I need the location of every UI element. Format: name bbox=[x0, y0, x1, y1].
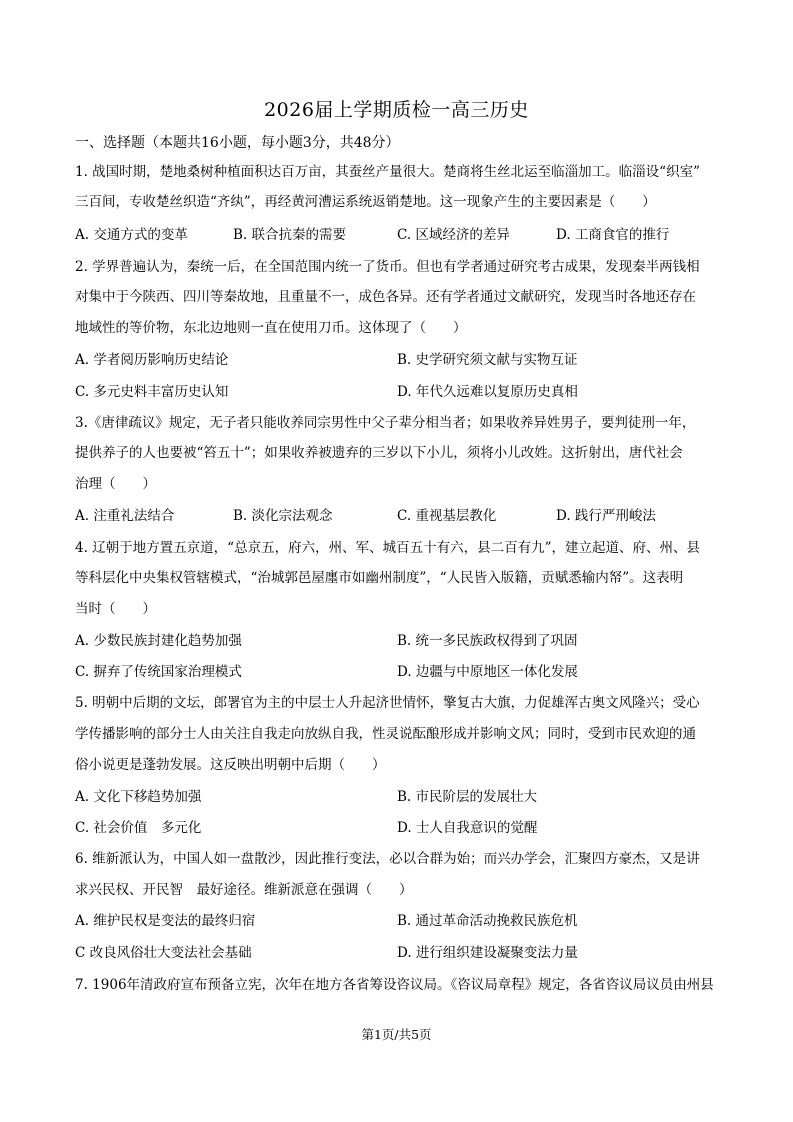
question-2-option-c: C. 多元史料丰富历史认知 bbox=[75, 384, 229, 400]
section-header: 一、选择题（本题共16小题，每小题3分，共48分） bbox=[75, 135, 400, 151]
question-3-option-c: C. 重视基层教化 bbox=[397, 508, 497, 524]
question-1-option-d: D. 工商食官的推行 bbox=[556, 227, 670, 243]
question-1-option-c: C. 区域经济的差异 bbox=[397, 227, 510, 243]
question-4-line-1: 4. 辽朝于地方置五京道，“总京五，府六，州、军、城百五十有六，县二百有九”，建立起道、府、州、县 bbox=[75, 540, 700, 556]
question-7-line-1: 7. 1906年清政府宣布预备立宪，次年在地方各省筹设咨议局。《咨议局章程》规定，各省咨议局议员由州县 bbox=[75, 977, 714, 993]
question-4-option-d: D. 边疆与中原地区一体化发展 bbox=[397, 664, 578, 680]
question-1-line-1: 1. 战国时期，楚地桑树种植面积达百万亩，其蚕丝产量很大。楚商将生丝北运至临淄加工。临淄设“织室” bbox=[75, 164, 700, 180]
question-5-option-d: D. 士人自我意识的觉醒 bbox=[397, 820, 538, 836]
question-2-line-1: 2. 学界普遍认为，秦统一后，在全国范围内统一了货币。但也有学者通过研究考古成果，发现秦半两钱相 bbox=[75, 259, 700, 275]
question-1-option-a: A. 交通方式的变革 bbox=[75, 227, 188, 243]
question-5-line-2: 学传播影响的部分士人由关注自我走向放纵自我，性灵说酝酿形成并影响文风；同时，受到市民欢迎的通 bbox=[75, 726, 696, 742]
question-3-option-b: B. 淡化宗法观念 bbox=[233, 508, 333, 524]
question-5-option-c: C. 社会价值 多元化 bbox=[75, 820, 202, 836]
question-3-line-1: 3.《唐律疏议》规定，无子者只能收养同宗男性中父子辈分相当者；如果收养异姓男子，要判徒刑一年， bbox=[75, 415, 696, 431]
question-6-line-1: 6. 维新派认为，中国人如一盘散沙，因此推行变法，必以合群为始；而兴办学会，汇聚四方豪杰，又是讲 bbox=[75, 851, 700, 867]
question-5-option-b: B. 市民阶层的发展壮大 bbox=[397, 789, 538, 805]
question-4-option-a: A. 少数民族封建化趋势加强 bbox=[75, 633, 242, 649]
question-5-line-1: 5. 明朝中后期的文坛，郎署官为主的中层士人升起济世情怀，擎复古大旗，力促雄浑古奥文风隆兴；受心 bbox=[75, 695, 700, 711]
question-4-option-c: C. 摒弃了传统国家治理模式 bbox=[75, 664, 242, 680]
question-3-option-a: A. 注重礼法结合 bbox=[75, 508, 175, 524]
question-2-option-d: D. 年代久远难以复原历史真相 bbox=[397, 384, 578, 400]
question-4-line-3: 当时（ ） bbox=[75, 601, 156, 617]
question-3-line-3: 治理（ ） bbox=[75, 476, 156, 492]
question-4-option-b: B. 统一多民族政权得到了巩固 bbox=[397, 633, 578, 649]
question-6-option-d: D. 进行组织建设凝聚变法力量 bbox=[397, 945, 578, 961]
question-3-line-2: 提供养子的人也要被“笞五十”；如果收养被遗弃的三岁以下小儿，须将小儿改姓。这折射出，唐代社会 bbox=[75, 445, 683, 461]
question-6-line-2: 求兴民权、开民智 最好途径。维新派意在强调（ ） bbox=[75, 882, 413, 898]
question-2-line-2: 对集中于今陕西、四川等秦故地，且重量不一，成色各异。还有学者通过文献研究，发现当时各地还存在 bbox=[75, 289, 696, 305]
page-title: 2026届上学期质检一高三历史 bbox=[264, 99, 529, 121]
question-1-line-2: 三百间，专收楚丝织造“齐纨”，再经黄河漕运系统返销楚地。这一现象产生的主要因素是（ ） bbox=[75, 194, 656, 210]
question-1-option-b: B. 联合抗秦的需要 bbox=[233, 227, 347, 243]
question-2-line-3: 地域性的等价物，东北边地则一直在使用刀币。这体现了（ ） bbox=[75, 320, 467, 336]
question-6-option-b: B. 通过革命活动挽救民族危机 bbox=[397, 913, 578, 929]
question-5-line-3: 俗小说更是蓬勃发展。这反映出明朝中后期（ ） bbox=[75, 757, 386, 773]
page-number: 第1页/共5页 bbox=[361, 1027, 432, 1042]
question-6-option-c: C 改良风俗壮大变法社会基础 bbox=[75, 945, 252, 961]
question-4-line-2: 等科层化中央集权管辖模式，“治城郭邑屋廛市如幽州制度”，“人民皆入版籍，贡赋悉输内帑”。这表明 bbox=[75, 570, 684, 586]
question-5-option-a: A. 文化下移趋势加强 bbox=[75, 789, 202, 805]
question-2-option-a: A. 学者阅历影响历史结论 bbox=[75, 352, 229, 368]
question-6-option-a: A. 维护民权是变法的最终归宿 bbox=[75, 913, 256, 929]
question-2-option-b: B. 史学研究须文献与实物互证 bbox=[397, 352, 578, 368]
question-3-option-d: D. 践行严刑峻法 bbox=[556, 508, 656, 524]
